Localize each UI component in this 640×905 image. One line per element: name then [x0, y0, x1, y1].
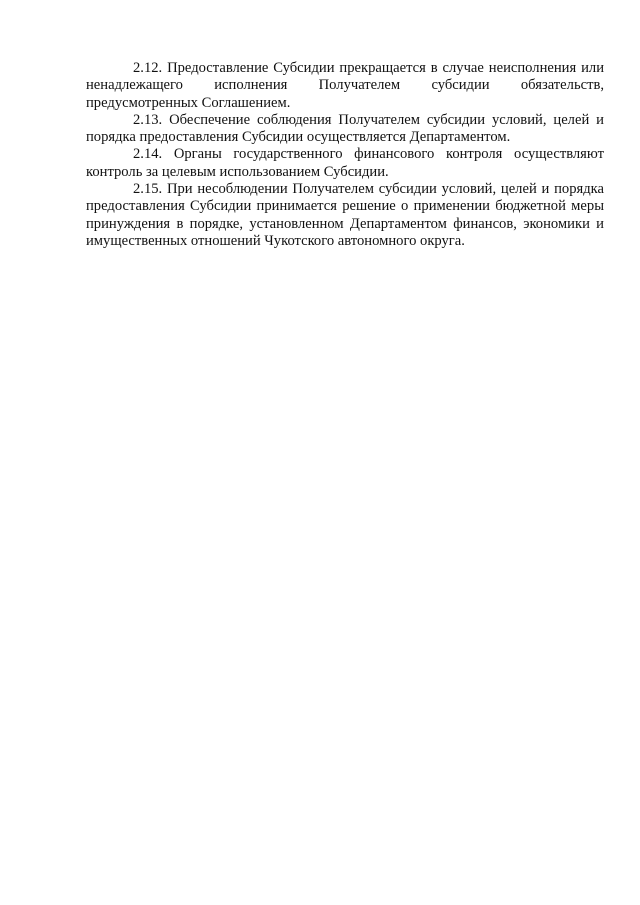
paragraph-2-15: 2.15. При несоблюдении Получателем субсидии условий, целей и порядка предоставления Субсидии принимается решение о применении бюджетной меры принуждения в порядке, установленном Департаментом финансов, экономики и имущественных отношений Чукотского автономного округа.	[86, 181, 604, 249]
paragraph-2-12: 2.12. Предоставление Субсидии прекращается в случае неисполнения или ненадлежащего исполнения Получателем субсидии обязательств, предусмотренных Соглашением.	[86, 60, 604, 111]
paragraph-2-14: 2.14. Органы государственного финансового контроля осуществляют контроль за целевым использованием Субсидии.	[86, 146, 604, 180]
document-body	[86, 60, 604, 250]
paragraph-2-13: 2.13. Обеспечение соблюдения Получателем субсидии условий, целей и порядка предоставления Субсидии осуществляется Департаментом.	[86, 111, 604, 146]
